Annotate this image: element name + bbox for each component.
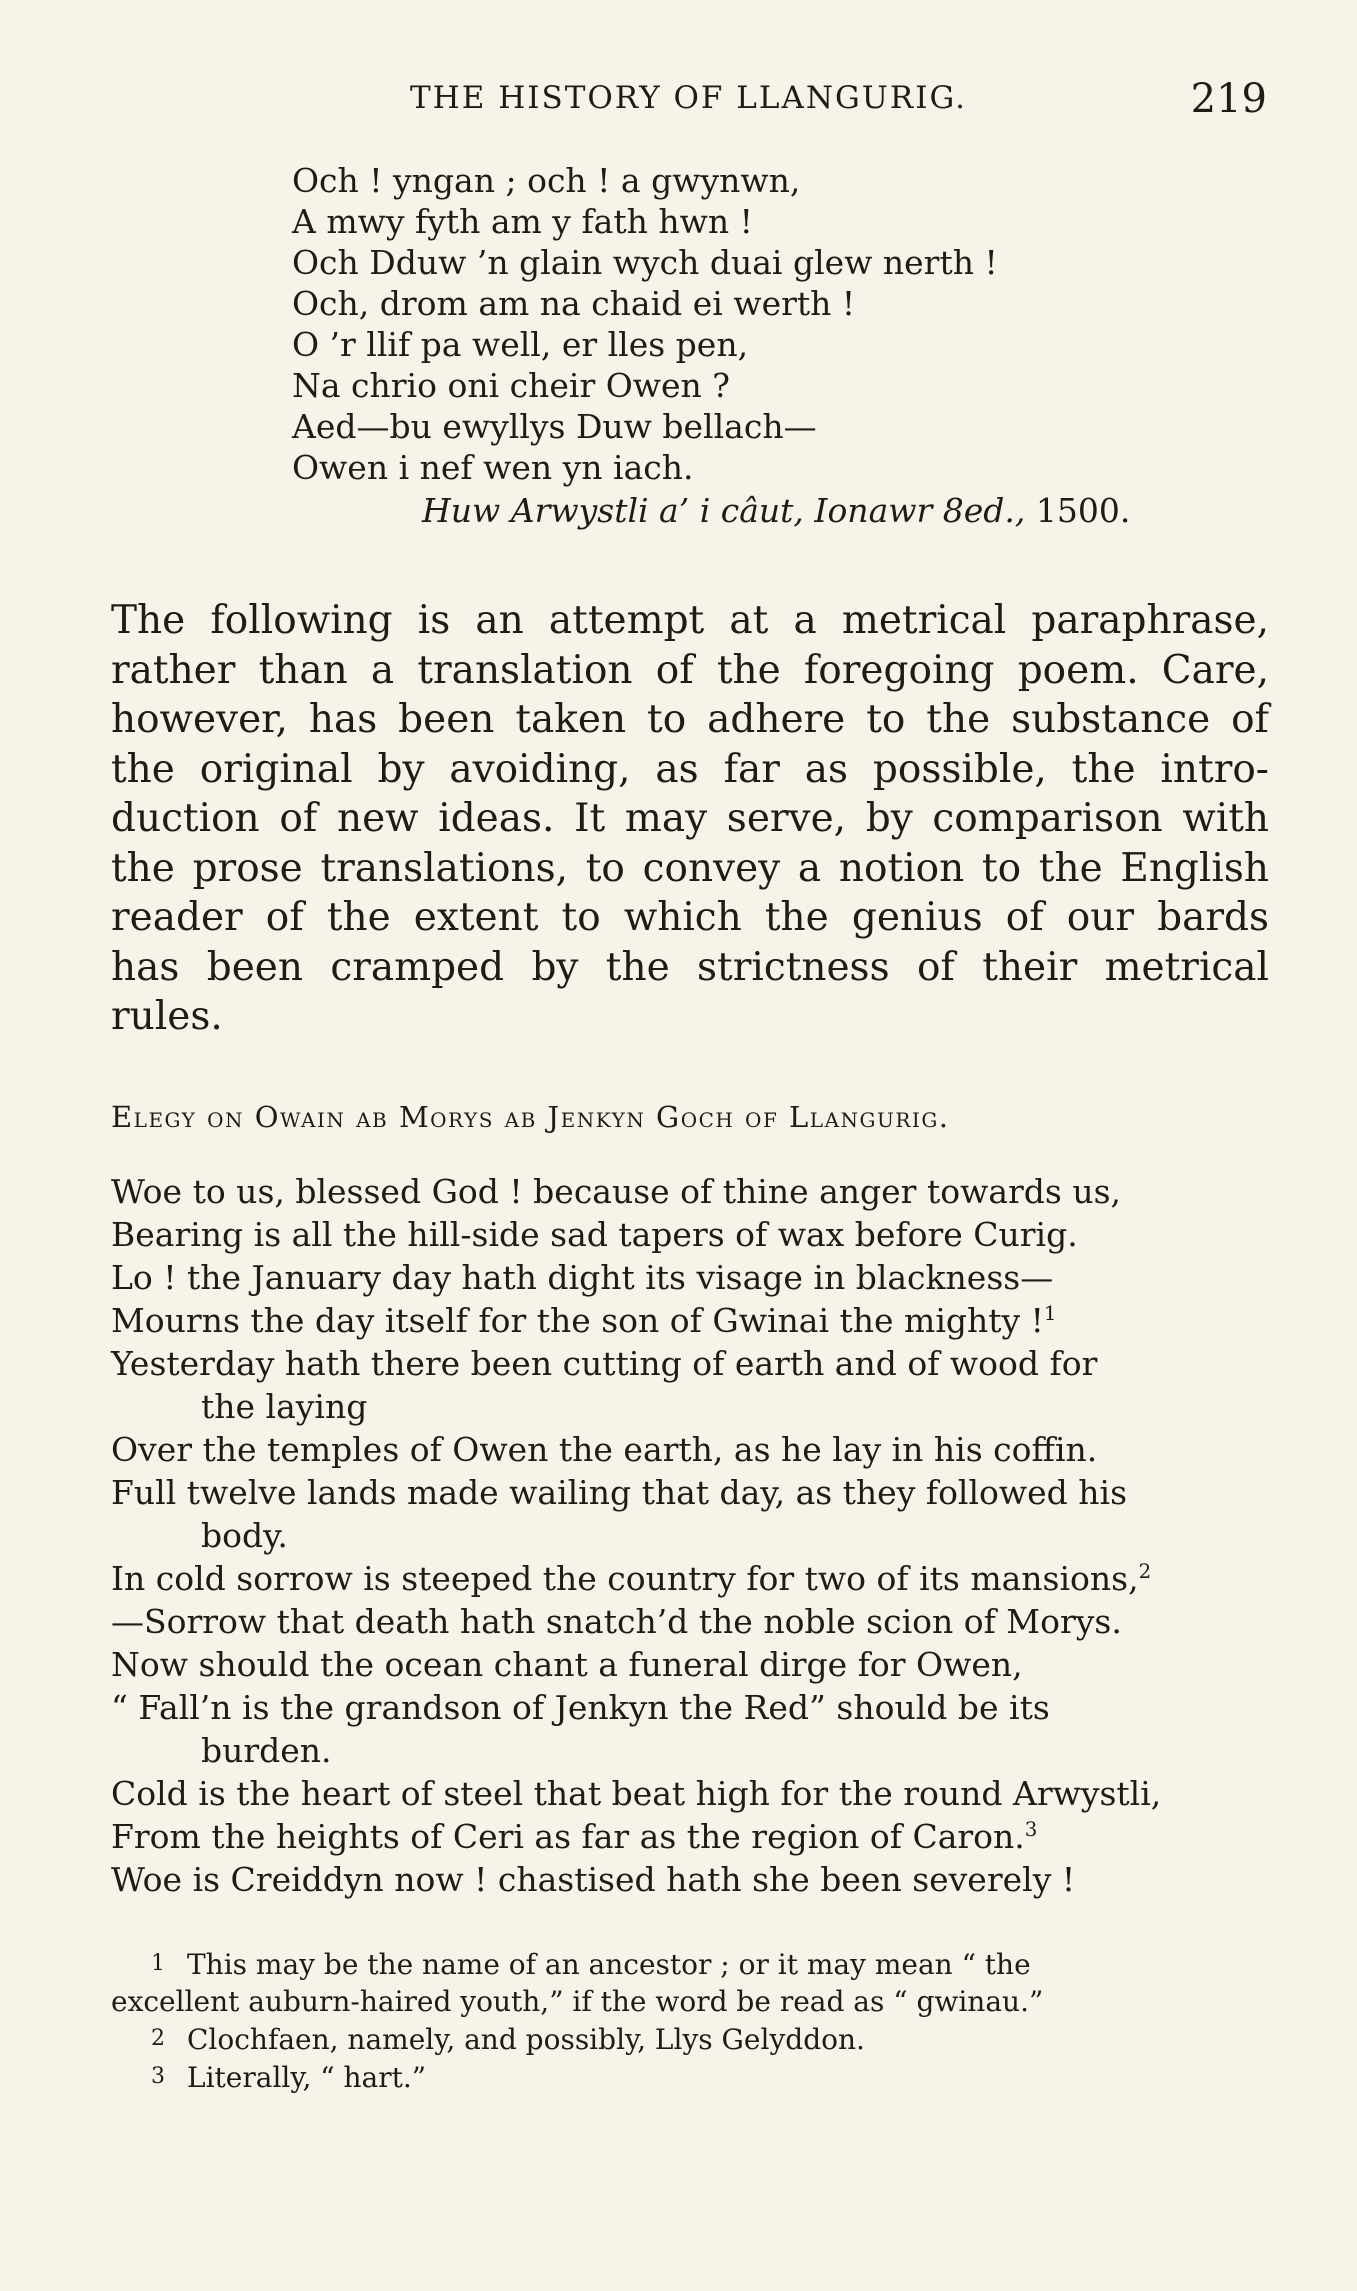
prose-line: however, has been taken to adhere to the substance of: [111, 697, 1269, 742]
prose-line: has been cramped by the strictness of their metrical: [111, 944, 1269, 990]
elegy-line: [111, 1170, 1269, 1213]
poem-line: Och Dduw ’n glain wych duai glew nerth !: [292, 243, 998, 282]
poem-line: Owen i nef wen yn iach.: [292, 448, 694, 487]
footnote-marker: 1: [1043, 1302, 1057, 1325]
elegy-line: [111, 1514, 1269, 1557]
footnotes: [111, 1945, 1269, 2096]
elegy-line: [111, 1815, 1269, 1858]
elegy-line: [111, 1256, 1269, 1299]
footnote-marker: 2: [1138, 1560, 1152, 1583]
elegy-line-text: Yesterday hath there been cutting of earth and of wood for: [111, 1344, 1098, 1383]
running-title: THE HISTORY OF LLANGURIG.: [410, 80, 967, 116]
prose-line: the original by avoiding, as far as possible, the intro-: [111, 746, 1269, 792]
poem-line: Och, drom am na chaid ei werth !: [292, 284, 856, 323]
poem-line: Aed—bu ewyllys Duw bellach—: [292, 407, 817, 446]
prose-line: rules.: [111, 994, 223, 1039]
elegy-line: [111, 1299, 1269, 1342]
elegy-line-text: Lo ! the January day hath dight its visage in blackness—: [111, 1258, 1054, 1297]
running-head: [110, 76, 1275, 122]
footnote-number: 1: [151, 1951, 165, 1976]
elegy-line: [111, 1428, 1269, 1471]
elegy-heading: Elegy on Owain ab Morys ab Jenkyn Goch of Llangurig.: [111, 1100, 950, 1134]
elegy-line-text: body.: [201, 1516, 288, 1555]
elegy-line-text: the laying: [201, 1387, 368, 1426]
prose-line: The following is an attempt at a metrical paraphrase,: [111, 598, 1269, 643]
poem-line: Och ! yngan ; och ! a gwynwn,: [292, 161, 801, 200]
prose-line: reader of the extent to which the genius of our bards: [111, 895, 1269, 940]
elegy-line-text: Woe is Creiddyn now ! chastised hath she been severely !: [111, 1860, 1076, 1899]
elegy-line: [111, 1600, 1269, 1643]
elegy-line-text: Over the temples of Owen the earth, as he lay in his coffin.: [111, 1430, 1098, 1469]
elegy-line: [111, 1729, 1269, 1772]
page-number: 219: [1190, 76, 1267, 122]
elegy-line-text: “ Fall’n is the grandson of Jenkyn the Red” should be its: [111, 1688, 1050, 1727]
attribution-year: 1500.: [1035, 491, 1131, 530]
footnote-text: Literally, “ hart.”: [187, 2061, 427, 2094]
elegy-line-text: Mourns the day itself for the son of Gwinai the mighty !: [111, 1301, 1044, 1340]
elegy-line-text: Bearing is all the hill-side sad tapers of wax before Curig.: [111, 1215, 1078, 1254]
welsh-poem: [292, 160, 1272, 532]
poem-line: Na chrio oni cheir Owen ?: [292, 366, 730, 405]
elegy-line: [111, 1471, 1269, 1514]
elegy-line-text: burden.: [201, 1731, 332, 1770]
poem-attribution: [292, 490, 1272, 532]
elegy-line-text: In cold sorrow is steeped the country for two of its mansions,: [111, 1559, 1139, 1598]
elegy-line: [111, 1557, 1269, 1600]
prose-line: duction of new ideas. It may serve, by comparison with: [111, 796, 1269, 841]
footnote: [111, 2058, 1269, 2096]
elegy-line: [111, 1342, 1269, 1385]
footnote: [111, 2020, 1269, 2058]
footnote: [111, 1945, 1269, 1983]
footnote-text: Clochfaen, namely, and possibly, Llys Gelyddon.: [187, 2023, 865, 2056]
footnote: [111, 1983, 1269, 2020]
elegy-line: [111, 1858, 1269, 1901]
elegy-line-text: Full twelve lands made wailing that day, as they followed his: [111, 1473, 1128, 1512]
elegy-line: [111, 1385, 1269, 1428]
elegy-line: [111, 1213, 1269, 1256]
elegy-line: [111, 1686, 1269, 1729]
footnote-text: excellent auburn-haired youth,” if the word be read as “ gwinau.”: [111, 1985, 1044, 2018]
prose-paragraph: [111, 596, 1269, 1042]
elegy-line-text: Now should the ocean chant a funeral dirge for Owen,: [111, 1645, 1023, 1684]
elegy-line: [111, 1772, 1269, 1815]
poem-line: O ’r llif pa well, er lles pen,: [292, 325, 749, 364]
elegy-line-text: Cold is the heart of steel that beat high for the round Arwystli,: [111, 1774, 1162, 1813]
elegy-line-text: From the heights of Ceri as far as the region of Caron.: [111, 1817, 1025, 1856]
elegy-line-text: —Sorrow that death hath snatch’d the noble scion of Morys.: [111, 1602, 1122, 1641]
prose-line: the prose translations, to convey a notion to the English: [111, 845, 1269, 891]
elegy-poem: [111, 1170, 1269, 1901]
prose-line: rather than a translation of the foregoing poem. Care,: [111, 647, 1269, 693]
footnote-text: This may be the name of an ancestor ; or it may mean “ the: [187, 1948, 1031, 1981]
poem-line: A mwy fyth am y fath hwn !: [292, 202, 753, 241]
elegy-line: [111, 1643, 1269, 1686]
elegy-line-text: Woe to us, blessed God ! because of thine anger towards us,: [111, 1172, 1121, 1211]
footnote-number: 3: [151, 2064, 165, 2089]
footnote-marker: 3: [1024, 1818, 1038, 1841]
footnote-number: 2: [151, 2026, 165, 2051]
attribution-author: Huw Arwystli a’ i câut, Ionawr 8ed.,: [422, 491, 1026, 530]
